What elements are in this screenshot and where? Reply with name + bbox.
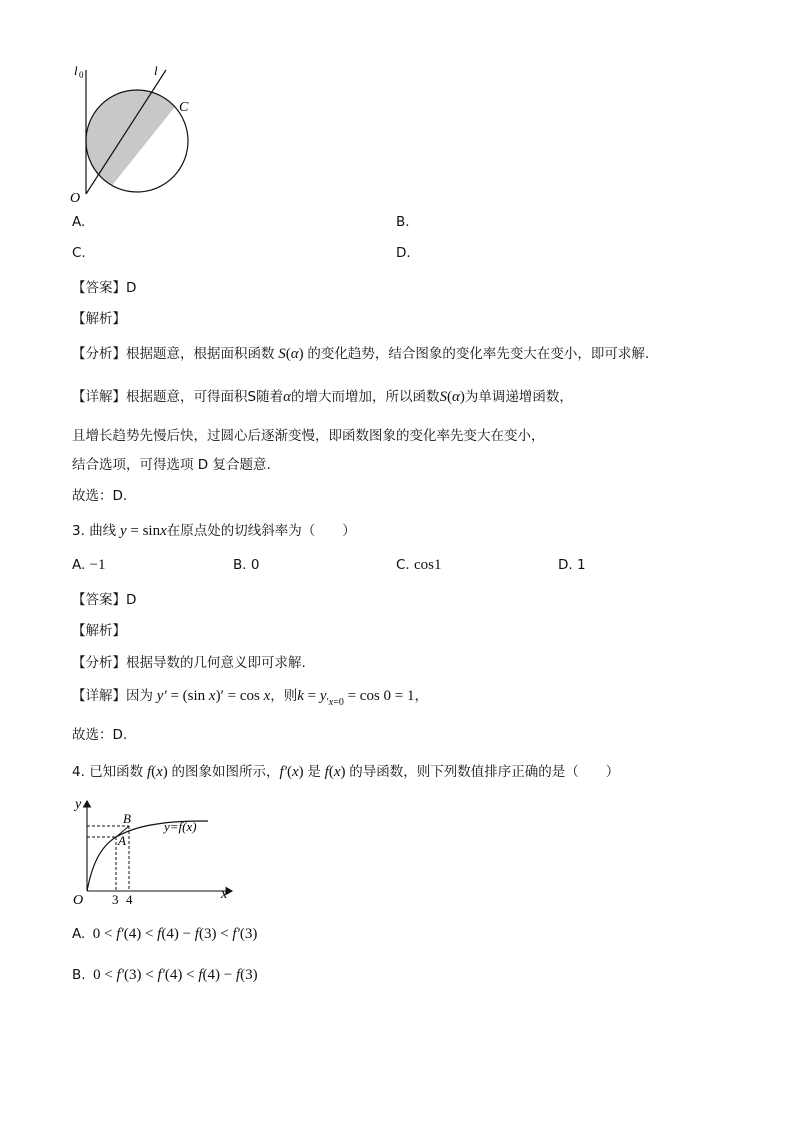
function-graph xyxy=(70,795,240,907)
q3-answer: 【答案】D xyxy=(72,592,137,608)
q4-option-a[interactable]: A. 0 < f′(4) < f(4) − f(3) < f′(3) xyxy=(72,926,258,942)
label-l: l xyxy=(154,63,158,78)
q2-option-c[interactable]: C. xyxy=(72,245,86,261)
q3-option-d[interactable]: D. 1 xyxy=(558,557,586,573)
q2-option-a[interactable]: A. xyxy=(72,214,86,230)
label-x: x xyxy=(221,887,228,902)
q3-option-c[interactable]: C. cos1 xyxy=(396,557,442,573)
label-a: A xyxy=(118,833,126,848)
q3-option-a[interactable]: A. −1 xyxy=(72,557,106,573)
analysis-tag: 【分析】 xyxy=(72,346,126,362)
q2-jiexi-heading: 【解析】 xyxy=(72,311,126,327)
q3-stem: 3. 曲线 y = sinx在原点处的切线斜率为（ ） xyxy=(72,523,356,539)
answer-value: D xyxy=(126,280,137,296)
q2-option-d[interactable]: D. xyxy=(396,245,411,261)
q4-stem: 4. 已知函数 f(x) 的图象如图所示，f′(x) 是 f(x) 的导函数，则下列数值排序正确的是（ ） xyxy=(72,764,620,780)
q2-detail-line2: 且增长趋势先慢后快，过圆心后逐渐变慢，即函数图象的变化率先变大在变小， xyxy=(72,428,545,444)
curve-label: y=f(x) xyxy=(164,819,197,834)
label-y: y xyxy=(75,797,82,812)
label-b: B xyxy=(123,811,131,826)
q2-analysis: 【分析】根据题意，根据面积函数 S(α) 的变化趋势，结合图象的变化率先变大在变小，即可求解. xyxy=(72,346,650,362)
q4-option-b[interactable]: B. 0 < f′(3) < f′(4) < f(4) − f(3) xyxy=(72,967,258,983)
label-c: C xyxy=(179,100,189,115)
q3-conclusion: 故选：D. xyxy=(72,727,128,743)
label-l0-sub: 0 xyxy=(79,70,84,80)
q3-detail: 【详解】因为 y′ = (sin x)′ = cos x，则$k = y_{'x=0} = \cos 0 = 1$， xyxy=(72,688,429,708)
q2-answer xyxy=(72,276,136,296)
q3-option-b[interactable]: B. 0 xyxy=(233,557,260,573)
q2-option-b[interactable]: B. xyxy=(396,214,410,230)
detail-tag: 【详解】 xyxy=(72,389,126,405)
label-origin: O xyxy=(73,893,84,907)
q2-conclusion: 故选：D. xyxy=(72,488,128,504)
q3-analysis: 【分析】根据导数的几何意义即可求解. xyxy=(72,655,306,671)
label-l0: l xyxy=(74,63,78,78)
shaded-segment xyxy=(86,58,210,208)
tick-4: 4 xyxy=(126,892,133,907)
q2-detail-line1: 【详解】根据题意，可得面积S随着α的增大而增加，所以函数S(α)为单调递增函数， xyxy=(72,389,573,405)
tick-3: 3 xyxy=(112,892,119,907)
q2-detail-line3: 结合选项，可得选项 D 复合题意. xyxy=(72,457,271,473)
circle-figure xyxy=(60,58,210,208)
label-o: O xyxy=(70,191,81,206)
q3-jiexi-heading: 【解析】 xyxy=(72,623,126,639)
answer-tag: 【答案】 xyxy=(72,280,126,296)
